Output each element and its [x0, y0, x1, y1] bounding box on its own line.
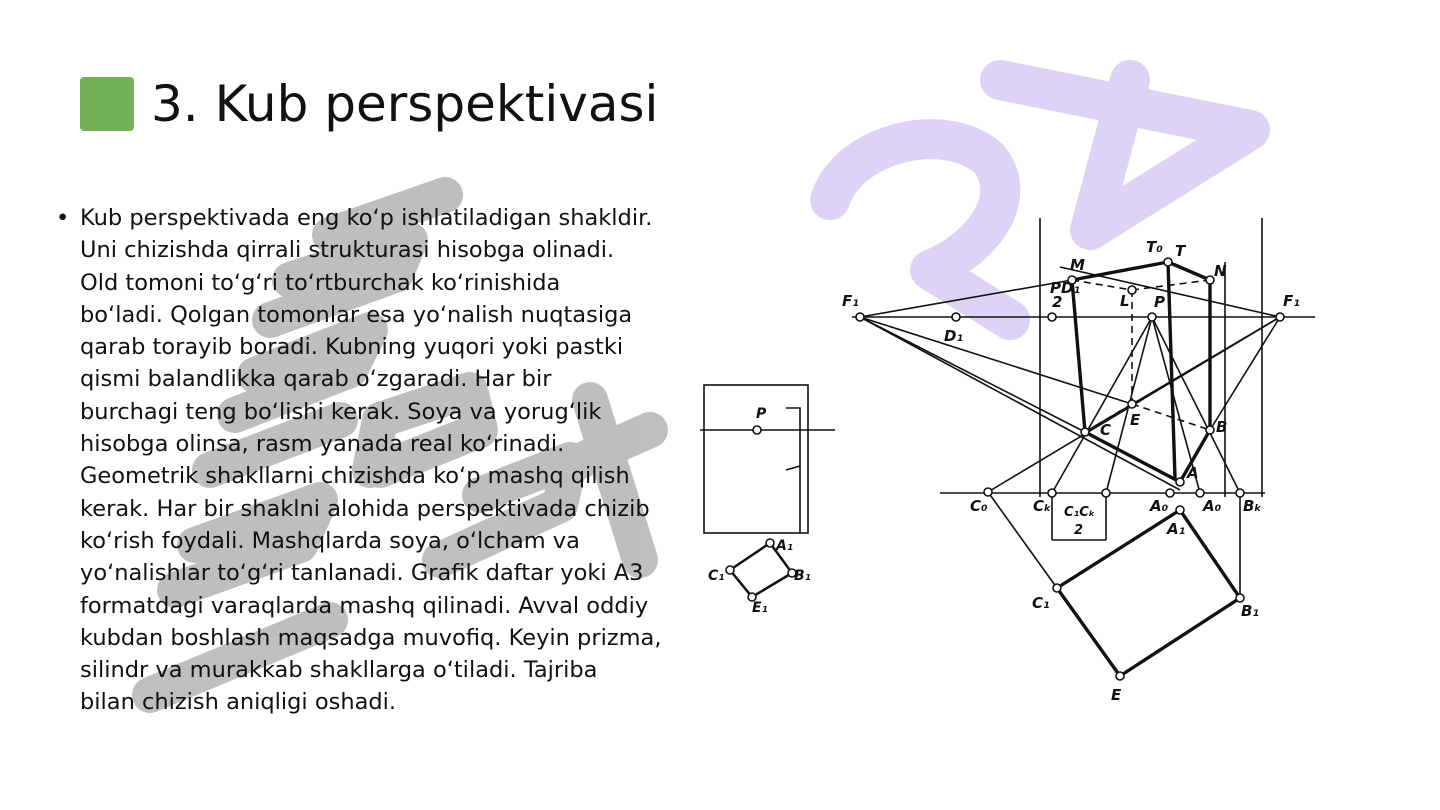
auxiliary-diagram: [700, 385, 835, 597]
label-a1-small: A₁: [776, 538, 793, 554]
label-ck: Cₖ: [1033, 497, 1052, 515]
label-d1: D₁: [944, 327, 964, 345]
label-f1-left: F₁: [842, 292, 859, 310]
label-c0: C₀: [970, 497, 988, 515]
label-n: N: [1214, 262, 1227, 280]
label-a0-left: A₀: [1150, 497, 1169, 515]
paragraph-line: Old tomoni to‘g‘ri to‘rtburchak ko‘rinishida: [80, 269, 561, 296]
label-two-b: 2: [1074, 523, 1084, 538]
paragraph-line: formatdagi varaqlarda mashq qilinadi. Avval oddiy: [80, 592, 649, 619]
label-p: P: [1154, 293, 1165, 311]
paragraph-line: Geometrik shakllarni chizishda ko‘p mashq qilish: [80, 463, 630, 490]
paragraph-line: qismi balandlikka qarab o‘zgaradi. Har bir: [80, 366, 552, 393]
label-b1: B₁: [1241, 602, 1260, 620]
label-c1-small: C₁: [708, 568, 725, 584]
label-a1: A₁: [1167, 520, 1186, 538]
label-e1: E: [1111, 686, 1122, 704]
auxiliary-points: [726, 426, 796, 601]
label-two: 2: [1052, 293, 1063, 311]
paragraph-line: Uni chizishda qirrali strukturasi hisobga olinadi.: [80, 237, 615, 264]
cube-perspective-drawing: [700, 215, 1360, 715]
label-a0-right: A₀: [1203, 497, 1222, 515]
paragraph-line: bo‘ladi. Qolgan tomonlar esa yo‘nalish nuqtasiga: [80, 301, 633, 328]
paragraph-line: silindr va murakkab shakllarga o‘tiladi. Tajriba: [80, 657, 598, 684]
paragraph-line: hisobga olinsa, rasm yanada real ko‘rinadi.: [80, 431, 565, 458]
label-a: A: [1187, 464, 1199, 482]
paragraph-line: burchagi teng bo‘lishi kerak. Soya va yorug‘lik: [80, 398, 602, 425]
paragraph-line: Kub perspektivada eng ko‘p ishlatiladigan shakldir.: [80, 205, 653, 231]
paragraph-line: kerak. Har bir shaklni alohida perspektivada chizib: [80, 495, 650, 522]
paragraph-line: qarab torayib boradi. Kubning yuqori yoki pastki: [80, 334, 624, 361]
label-m: M: [1070, 256, 1085, 274]
label-bk: Bₖ: [1243, 497, 1262, 515]
paragraph-line: yo‘nalishlar to‘g‘ri tanlanadi. Grafik daftar yoki A3: [80, 560, 644, 587]
label-b: B: [1216, 418, 1228, 436]
label-f1-right: F₁: [1283, 292, 1300, 310]
paragraph-line: bilan chizish aniqligi oshadi.: [80, 689, 397, 716]
label-c: C: [1100, 421, 1112, 439]
paragraph-line: ko‘rish foydali. Mashqlarda soya, o‘lcham va: [80, 527, 580, 554]
label-e: E: [1130, 411, 1141, 429]
bullet-icon: •: [56, 205, 70, 231]
paragraph-line: kubdan boshlash maqsadga muvofiq. Keyin prizma,: [80, 624, 662, 651]
label-c1: C₁: [1032, 594, 1050, 612]
label-t: T: [1175, 242, 1186, 260]
label-t0: T₀: [1146, 238, 1163, 256]
label-l: L: [1120, 292, 1130, 310]
label-e1-small: E₁: [752, 600, 768, 616]
slide-title: 3. Kub perspektivasi: [151, 75, 659, 133]
label-c1ck: C₁Cₖ: [1064, 505, 1096, 520]
label-p-small: P: [756, 406, 767, 422]
construction-points: [856, 258, 1284, 680]
title-accent-square: [80, 77, 134, 131]
bullet-paragraph: [56, 202, 706, 719]
label-pd1: PD₁: [1050, 279, 1081, 297]
label-b1-small: B₁: [794, 568, 811, 584]
